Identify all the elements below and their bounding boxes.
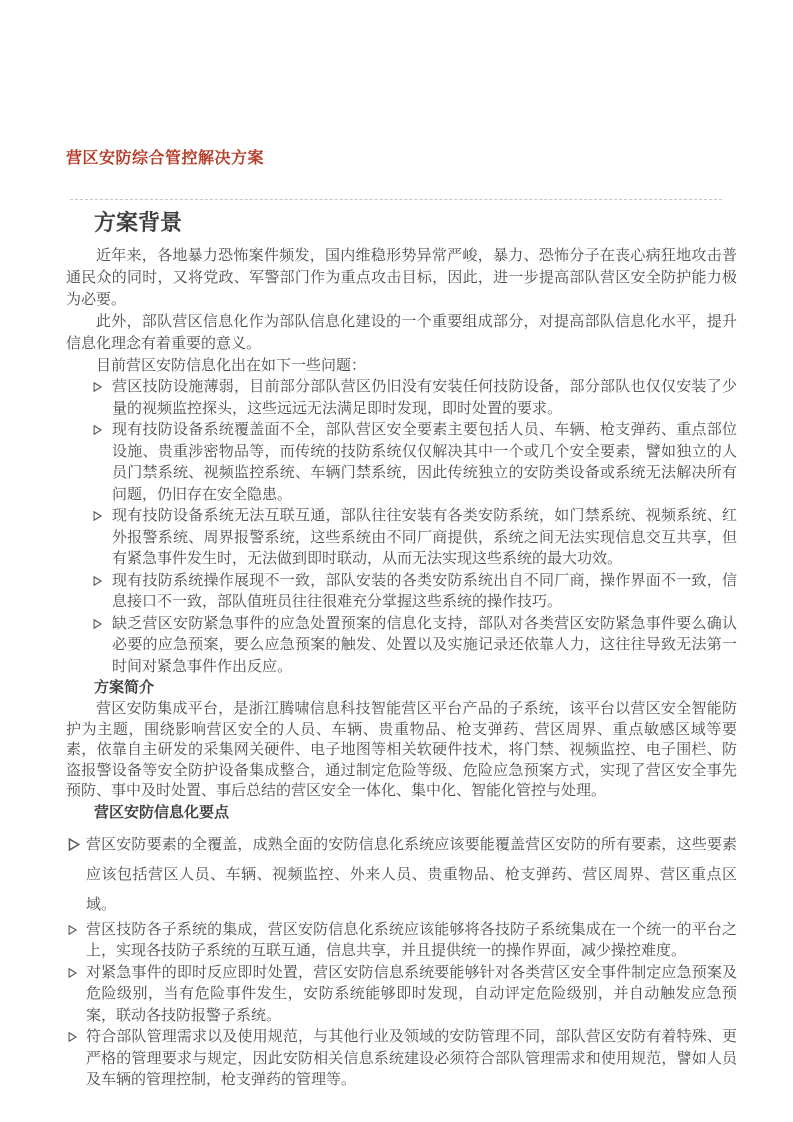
problem-list xyxy=(93,377,737,678)
paragraph-background-3: 目前营区安防信息化出在如下一些问题： xyxy=(96,358,367,374)
arrow-bullet-icon xyxy=(68,925,77,935)
key-points-list xyxy=(68,830,737,1092)
list-item-text: 现有技防设备系统无法互联互通，部队往往安装有各类安防系统，如门禁系统、视频系统、红外报警系统、周界报警系统，这些系统由不同厂商提供，系统之间无法实现信息交互共享，但有紧急事件发生时，无法做到即时联动，从而无法实现这些系统的最大功效。 xyxy=(112,508,737,567)
dashed-divider xyxy=(70,199,722,200)
arrow-bullet-icon xyxy=(68,968,77,978)
list-item xyxy=(68,830,737,920)
paragraph-intro: 营区安防集成平台，是浙江腾啸信息科技智能营区平台产品的子系统，该平台以营区安全智能防护为主题，围绕影响营区安全的人员、车辆、贵重物品、枪支弹药、营区周界、重点敏感区域等要素，依靠自主研发的采集网关硬件、电子地图等相关软硬件技术，将门禁、视频监控、电子围栏、防盗报警设备等安全防护设备集成整合，通过制定危险等级、危险应急预案方式，实现了营区安全事先预防、事中及时处置、事后总结的营区安全一体化、集中化、智能化管控与处理。 xyxy=(66,701,737,799)
list-item xyxy=(68,1027,737,1092)
list-item-text: 现有技防设备系统覆盖面不全，部队营区安全要素主要包括人员、车辆、枪支弹药、重点部位设施、贵重涉密物品等，而传统的技防系统仅仅解决其中一个或几个安全要素，譬如独立的人员门禁系统、视频监控系统、车辆门禁系统，因此传统独立的安防类设备或系统无法解决所有问题，仍旧存在安全隐患。 xyxy=(112,422,737,503)
list-item xyxy=(93,506,737,571)
arrow-bullet-icon xyxy=(68,838,80,851)
list-item xyxy=(68,920,737,963)
section-heading-intro: 方案简介 xyxy=(94,680,155,696)
list-item-text: 对紧急事件的即时反应即时处置，营区安防信息系统要能够针对各类营区安全事件制定应急预案及危险级别，当有危险事件发生，安防系统能够即时发现，自动评定危险级别，并自动触发应急预案，联动各技防报警子系统。 xyxy=(86,964,737,1024)
list-item xyxy=(93,420,737,506)
arrow-bullet-icon xyxy=(93,511,102,521)
section-heading-background: 方案背景 xyxy=(94,210,183,235)
list-item-text: 营区技防各子系统的集成，营区安防信息化系统应该能够将各技防子系统集成在一个统一的平台之上，实现各技防子系统的互联互通，信息共享，并且提供统一的操作界面，减少操控难度。 xyxy=(86,921,737,959)
section-heading-key-points: 营区安防信息化要点 xyxy=(94,804,230,821)
list-item xyxy=(68,963,737,1028)
paragraph-background-2: 此外，部队营区信息化作为部队信息化建设的一个重要组成部分，对提高部队信息化水平，提升信息化理念有着重要的意义。 xyxy=(66,314,737,352)
list-item xyxy=(93,571,737,614)
arrow-bullet-icon xyxy=(93,576,102,586)
arrow-bullet-icon xyxy=(93,382,102,392)
arrow-bullet-icon xyxy=(68,1032,77,1042)
document-title: 营区安防综合管控解决方案 xyxy=(66,150,265,167)
list-item xyxy=(93,377,737,420)
list-item-text: 符合部队管理需求以及使用规范，与其他行业及领域的安防管理不同，部队营区安防有着特殊、更严格的管理要求与规定，因此安防相关信息系统建设必须符合部队管理需求和使用规范，譬如人员及车辆的管理控制，枪支弹药的管理等。 xyxy=(86,1029,737,1088)
paragraph-background-1: 近年来，各地暴力恐怖案件频发，国内维稳形势异常严峻，暴力、恐怖分子在丧心病狂地攻击普通民众的同时，又将党政、军警部门作为重点攻击目标，因此，进一步提高部队营区安全防护能力极为必要。 xyxy=(66,248,737,308)
arrow-bullet-icon xyxy=(93,619,102,629)
list-item xyxy=(93,614,737,679)
list-item-text: 现有技防系统操作展现不一致，部队安装的各类安防系统出自不同厂商，操作界面不一致，信息接口不一致，部队值班员往往很难充分掌握这些系统的操作技巧。 xyxy=(112,572,737,610)
list-item-text: 营区技防设施薄弱，目前部分部队营区仍旧没有安装任何技防设备，部分部队也仅仅安装了少量的视频监控探头，这些远远无法满足即时发现，即时处置的要求。 xyxy=(112,379,737,417)
list-item-text: 营区安防要素的全覆盖，成熟全面的安防信息化系统应该要能覆盖营区安防的所有要素，这些要素应该包括营区人员、车辆、视频监控、外来人员、贵重物品、枪支弹药、营区周界、营区重点区域。 xyxy=(86,836,737,913)
arrow-bullet-icon xyxy=(93,425,102,435)
list-item-text: 缺乏营区安防紧急事件的应急处置预案的信息化支持，部队对各类营区安防紧急事件要么确认必要的应急预案，要么应急预案的触发、处置以及实施记录还依靠人力，这往往导致无法第一时间对紧急事件作出反应。 xyxy=(112,615,737,675)
